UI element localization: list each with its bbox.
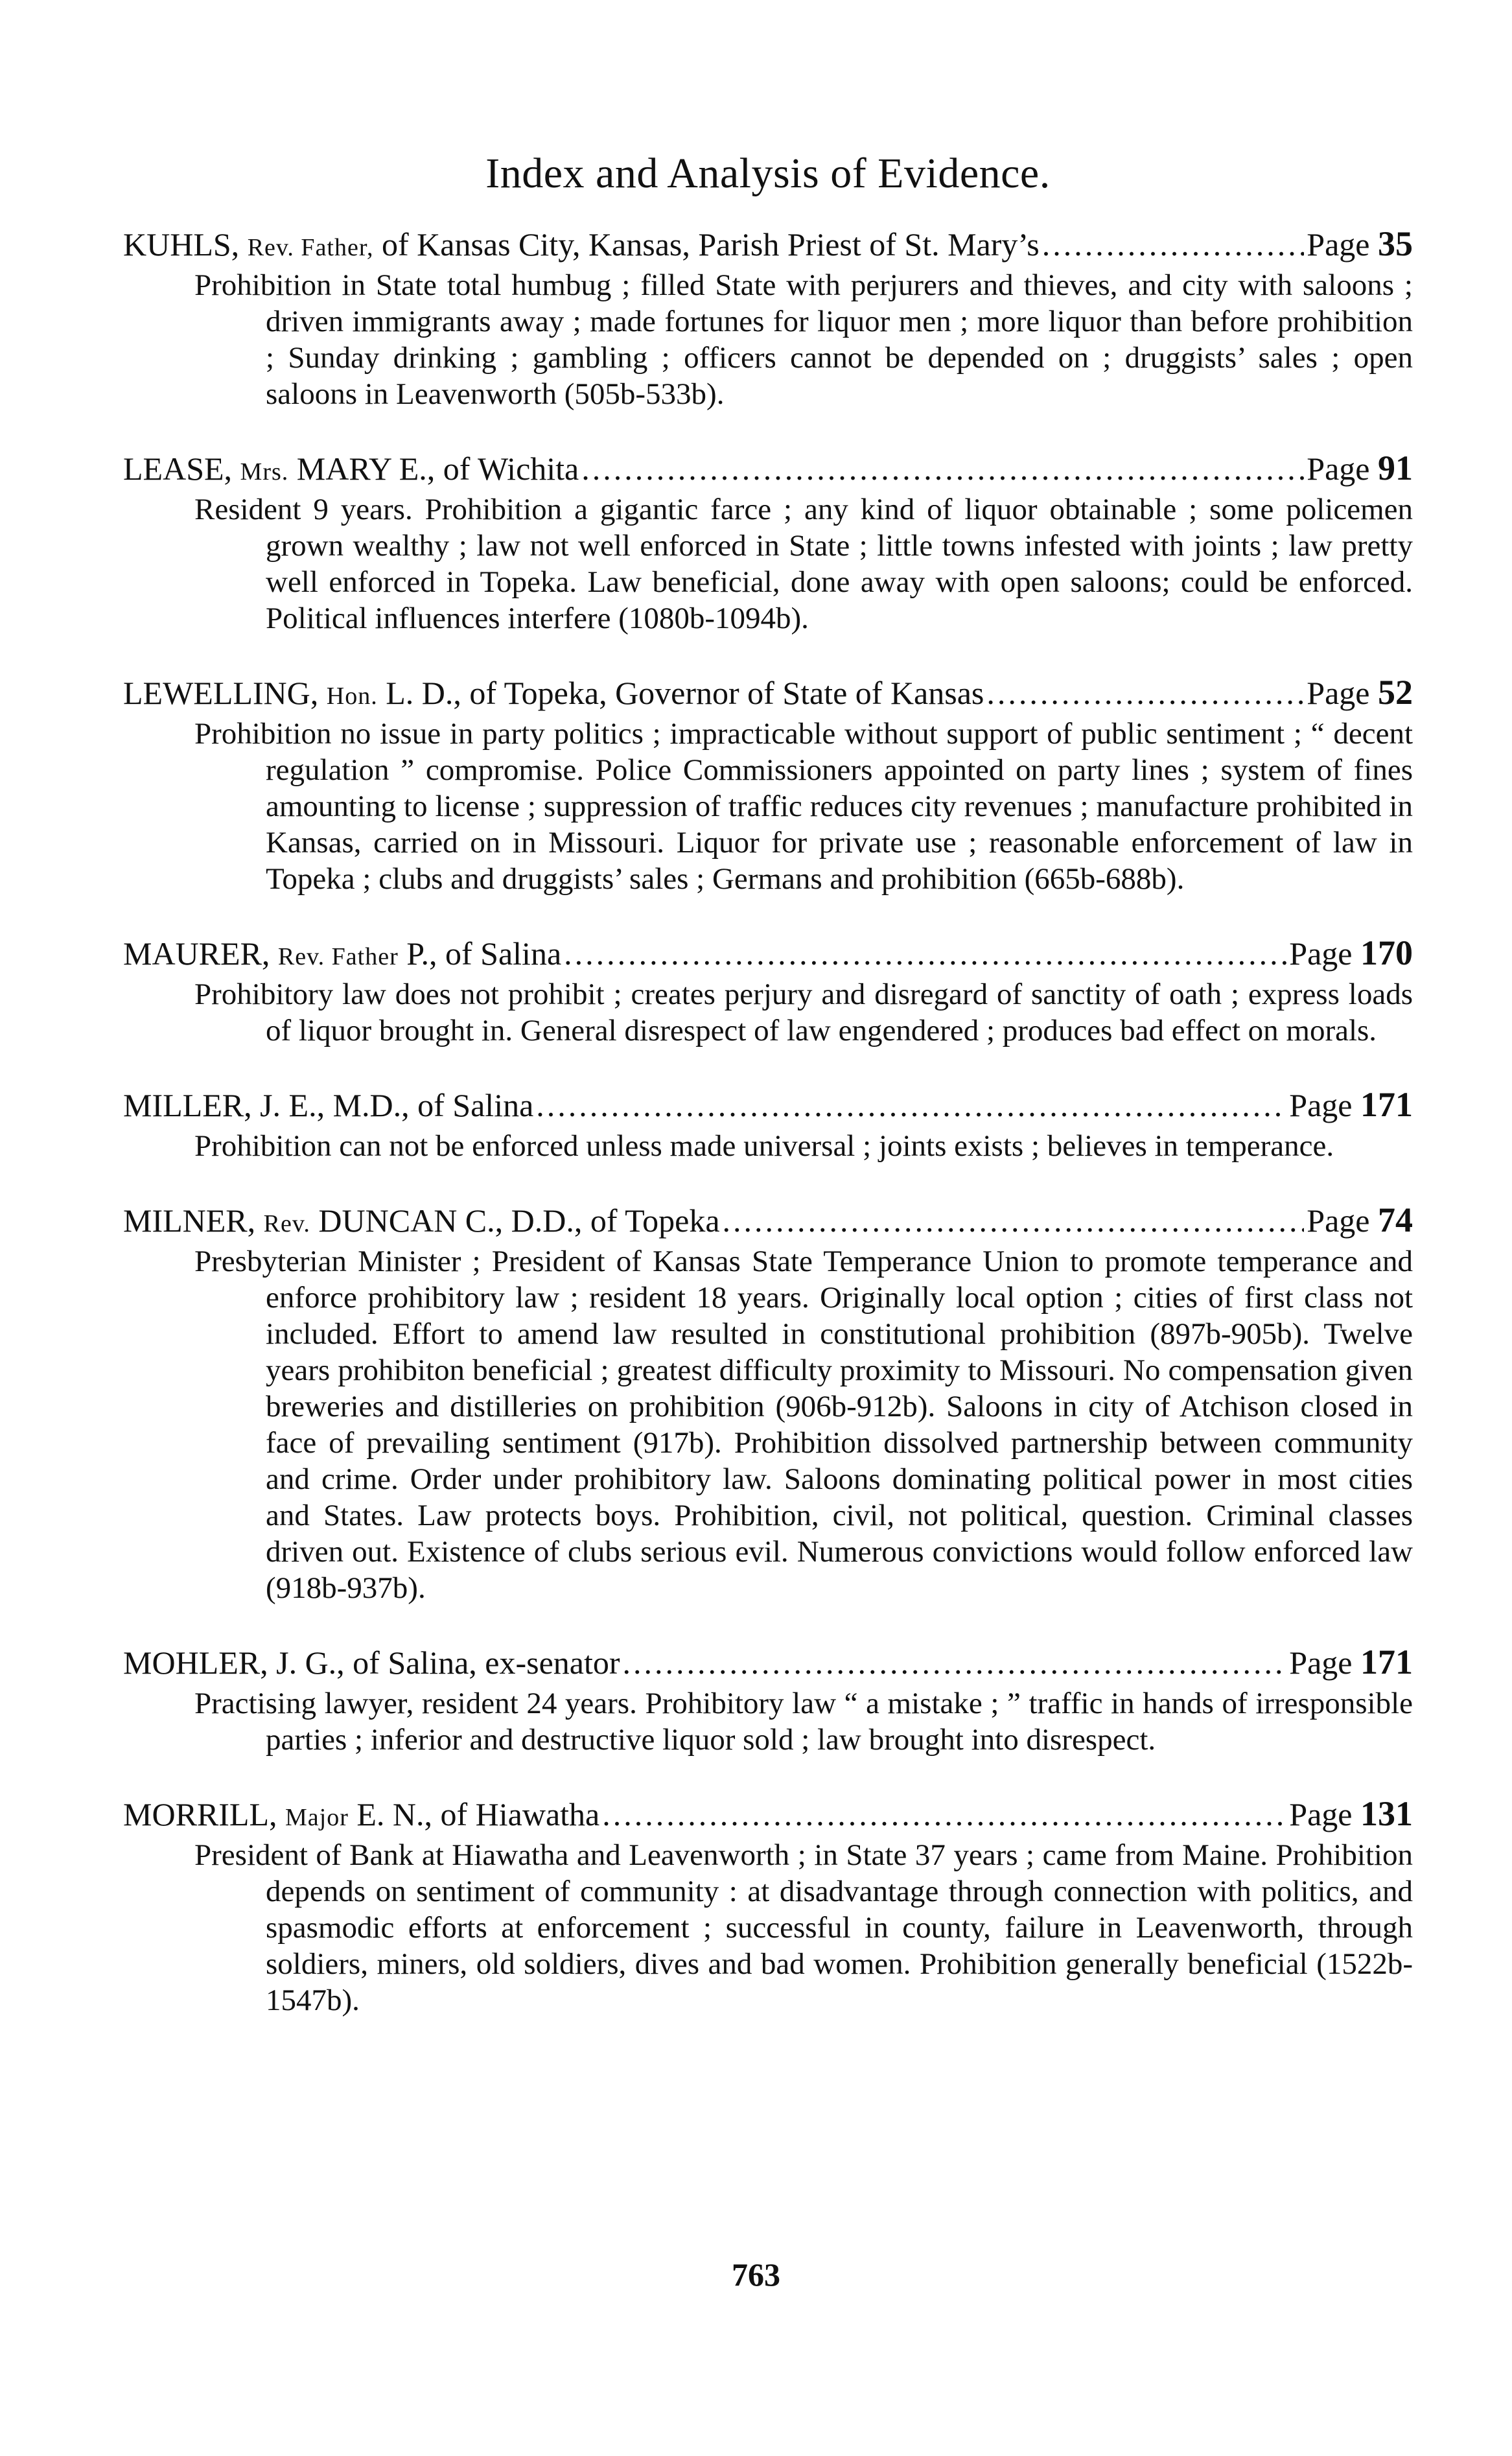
name-title: Mrs. bbox=[240, 458, 289, 485]
entry-text: Resident 9 years. Prohibition a gigantic farce ; any kind of liquor obtainable ; some policemen grown wealthy ; law not well enforced in State ; little towns infested with joints ; law pretty well enforced in Topeka. Law beneficial, done away with open saloons; could be enforced. Political influences interfere (1080b-1094b). bbox=[194, 493, 1413, 635]
entry-name bbox=[123, 673, 984, 716]
entry-milner bbox=[123, 1200, 1413, 1606]
name-main: MILNER, bbox=[123, 1202, 264, 1239]
page-reference bbox=[1307, 449, 1413, 488]
page-number: 170 bbox=[1360, 933, 1413, 972]
name-rest: DUNCAN C., D.D., of Topeka bbox=[310, 1202, 720, 1239]
page-label: Page bbox=[1307, 675, 1378, 711]
entry-lewelling bbox=[123, 673, 1413, 897]
page-label: Page bbox=[1289, 1796, 1360, 1832]
name-rest: E. N., of Hiawatha bbox=[348, 1796, 600, 1832]
name-main: MOHLER, J. G., of Salina, ex-senator bbox=[123, 1644, 620, 1681]
page-reference bbox=[1307, 673, 1413, 712]
dot-leader bbox=[602, 1795, 1286, 1834]
entry-text: Presbyterian Minister ; President of Kansas State Temperance Union to promote temperance and enforce prohibitory law ; resident 18 years. Originally local option ; cities of first class not included. Effort to amend law resulted in constitutional prohibition (897b-905b). Twelve years prohibiton beneficial ; greatest difficulty proximity to Missouri. No compensation given breweries and distilleries on prohibition (906b-912b). Saloons in city of Atchison closed in face of prevailing sentiment (917b). Prohibition dissolved partnership between community and crime. Order under prohibitory law. Saloons dominating political power in most cities and States. Law protects boys. Prohibition, civil, not political, question. Criminal classes driven out. Existence of clubs serious evil. Numerous convictions would follow enforced law (918b-937b). bbox=[194, 1245, 1413, 1605]
page-number: 131 bbox=[1360, 1794, 1413, 1833]
entry-text: Prohibitory law does not prohibit ; creates perjury and disregard of sanctity of oath ; express loads of liquor brought in. General disrespect of law engendered ; produces bad effect on morals. bbox=[194, 977, 1413, 1047]
page-label: Page bbox=[1289, 1644, 1360, 1681]
entry-text: Prohibition can not be enforced unless made universal ; joints exists ; believes in temperance. bbox=[194, 1129, 1334, 1163]
page-title: Index and Analysis of Evidence. bbox=[485, 150, 1051, 197]
entry-text: Prohibition in State total humbug ; filled State with perjurers and thieves, and city with saloons ; driven immigrants away ; made fortunes for liquor men ; more liquor than before prohibition ; Sunday drinking ; gambling ; officers cannot be depended on ; druggists’ sales ; open saloons in Leavenworth (505b-533b). bbox=[194, 268, 1413, 411]
entry-name bbox=[123, 934, 561, 976]
page-number: 91 bbox=[1378, 449, 1413, 487]
entry-name bbox=[123, 1201, 720, 1243]
entry-miller bbox=[123, 1085, 1413, 1164]
page-label: Page bbox=[1289, 935, 1360, 972]
page-reference bbox=[1289, 1085, 1413, 1125]
name-title: Hon. bbox=[326, 683, 378, 710]
name-rest: P., of Salina bbox=[398, 935, 562, 972]
page-reference bbox=[1307, 1200, 1413, 1240]
page-label: Page bbox=[1307, 226, 1378, 263]
page-number: 171 bbox=[1360, 1643, 1413, 1681]
dot-leader bbox=[564, 934, 1286, 973]
name-title: Rev. bbox=[263, 1210, 310, 1237]
entry-name bbox=[123, 1795, 599, 1837]
name-rest: MARY E., of Wichita bbox=[288, 450, 579, 487]
entry-kuhls bbox=[123, 224, 1413, 412]
entry-maurer bbox=[123, 933, 1413, 1049]
entry-lease bbox=[123, 449, 1413, 637]
page-number: 74 bbox=[1378, 1200, 1413, 1239]
name-main: MORRILL, bbox=[123, 1796, 285, 1832]
name-main: LEWELLING, bbox=[123, 675, 327, 711]
name-main: MAURER, bbox=[123, 935, 278, 972]
name-main: LEASE, bbox=[123, 450, 240, 487]
page-label: Page bbox=[1307, 1202, 1378, 1239]
dot-leader bbox=[581, 449, 1304, 488]
name-main: MILLER, J. E., M.D., of Salina bbox=[123, 1087, 534, 1123]
entry-name bbox=[123, 1086, 533, 1128]
entry-name bbox=[123, 449, 579, 491]
page-number: 35 bbox=[1378, 224, 1413, 263]
entry-text: Prohibition no issue in party politics ; impracticable without support of public sentiment ; “ decent regulation ” compromise. Police Commissioners appointed on party lines ; system of fines amounting to license ; suppression of traffic reduces city revenues ; manufacture prohibited in Kansas, carried on in Missouri. Liquor for private use ; reasonable enforcement of law in Topeka ; clubs and druggists’ sales ; Germans and prohibition (665b-688b). bbox=[194, 717, 1413, 896]
page-reference bbox=[1289, 1794, 1413, 1834]
name-main: KUHLS, bbox=[123, 226, 248, 263]
name-rest: L. D., of Topeka, Governor of State of Kansas bbox=[377, 675, 984, 711]
entry-heading bbox=[123, 1643, 1413, 1685]
page-reference bbox=[1307, 224, 1413, 264]
name-title: Major bbox=[285, 1804, 349, 1831]
page-number-folio: 763 bbox=[732, 2256, 780, 2293]
entry-morrill bbox=[123, 1794, 1413, 2018]
name-rest: of Kansas City, Kansas, Parish Priest of St. Mary’s bbox=[373, 226, 1040, 263]
name-title: Rev. Father, bbox=[247, 234, 374, 261]
dot-leader bbox=[536, 1086, 1286, 1125]
index-page bbox=[123, 149, 1413, 2055]
page-label: Page bbox=[1307, 450, 1378, 487]
entry-heading bbox=[123, 1085, 1413, 1128]
entry-heading bbox=[123, 673, 1413, 716]
entry-text: President of Bank at Hiawatha and Leavenworth ; in State 37 years ; came from Maine. Prohibition depends on sentiment of community : at disadvantage through connection with politics, and spasmodic efforts at enforcement ; successful in county, failure in Leavenworth, through soldiers, miners, old soldiers, dives and bad women. Prohibition generally beneficial (1522b-1547b). bbox=[194, 1838, 1413, 2017]
page-reference bbox=[1289, 933, 1413, 973]
page-reference bbox=[1289, 1643, 1413, 1682]
dot-leader bbox=[723, 1201, 1305, 1240]
entry-heading bbox=[123, 933, 1413, 976]
entry-heading bbox=[123, 1200, 1413, 1243]
entry-heading bbox=[123, 449, 1413, 491]
page-number: 171 bbox=[1360, 1085, 1413, 1124]
page-label: Page bbox=[1289, 1087, 1360, 1123]
entry-text: Practising lawyer, resident 24 years. Prohibitory law “ a mistake ; ” traffic in hands of irresponsible parties ; inferior and destructive liquor sold ; law brought into disrespect. bbox=[194, 1687, 1413, 1757]
dot-leader bbox=[1042, 225, 1305, 264]
entry-name bbox=[123, 1643, 620, 1685]
dot-leader bbox=[986, 673, 1304, 712]
page-number: 52 bbox=[1378, 673, 1413, 712]
entry-name bbox=[123, 225, 1040, 267]
entry-heading bbox=[123, 224, 1413, 267]
name-title: Rev. Father bbox=[277, 943, 399, 970]
entry-heading bbox=[123, 1794, 1413, 1837]
entry-mohler bbox=[123, 1643, 1413, 1758]
dot-leader bbox=[623, 1643, 1287, 1682]
